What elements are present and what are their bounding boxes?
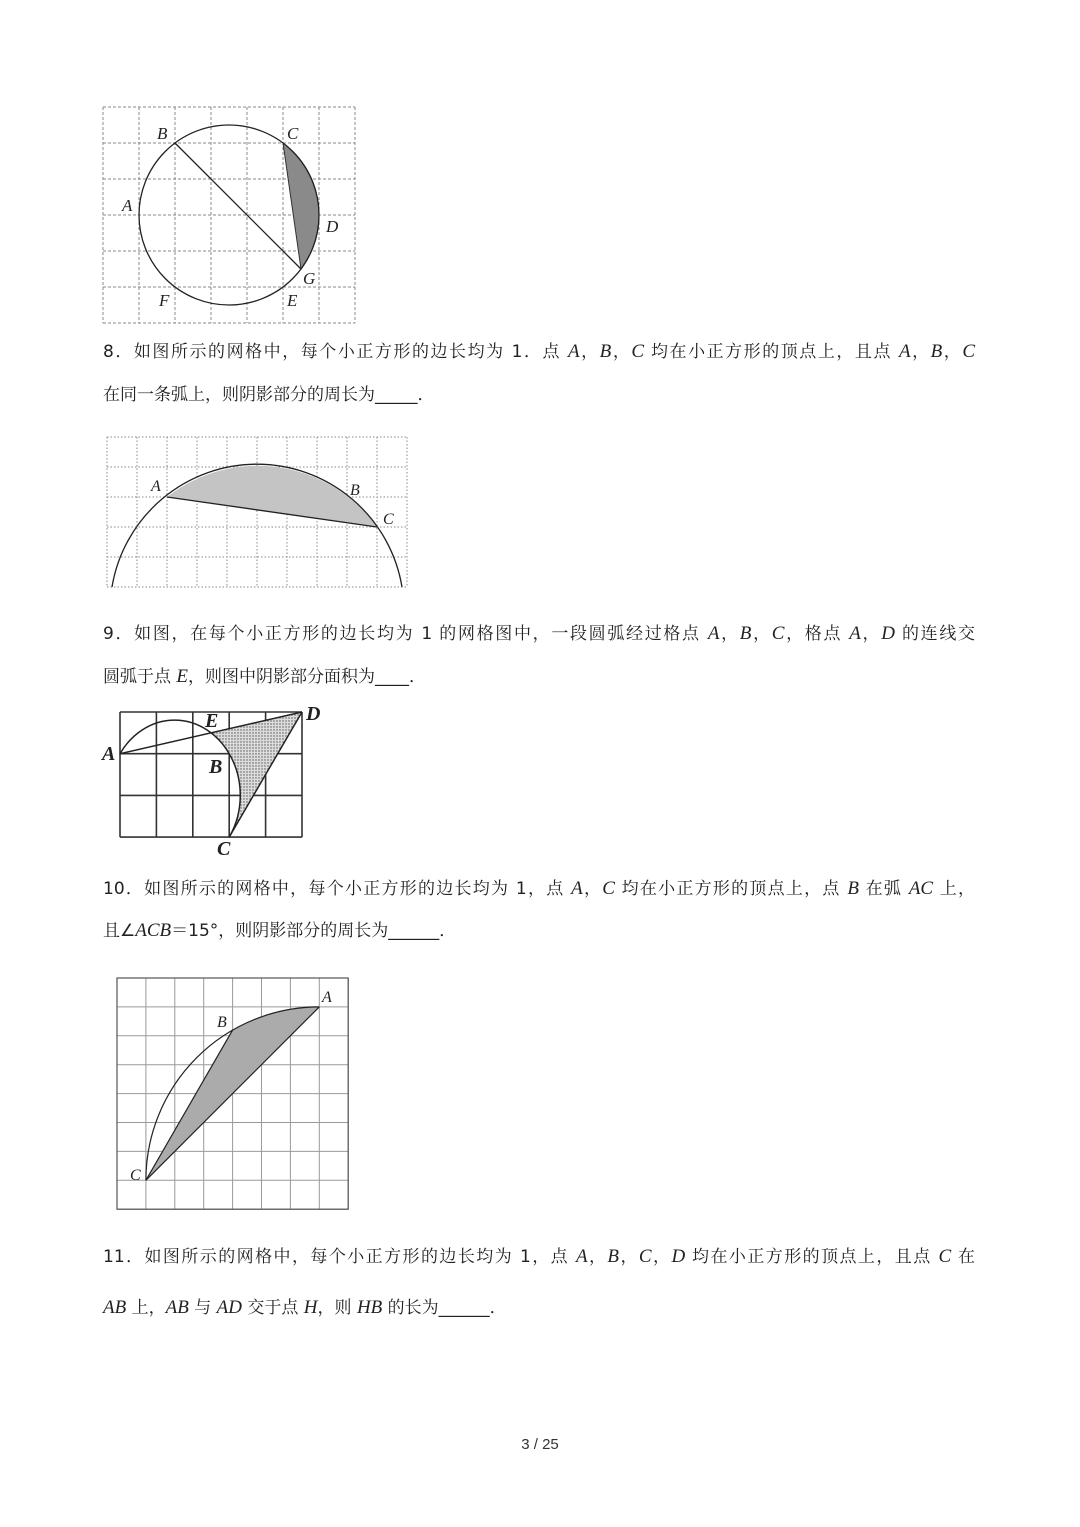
text-segment: ， xyxy=(579,342,600,362)
math-variable: B xyxy=(930,341,943,362)
text-segment: 均在小正方形的顶点上，点 xyxy=(614,879,848,899)
point-label-d: D xyxy=(306,703,321,725)
math-variable: E xyxy=(176,666,189,687)
math-variable: A xyxy=(707,623,720,644)
point-label-f: F xyxy=(159,291,170,310)
question-11-line-2 xyxy=(103,1295,507,1321)
math-variable: D xyxy=(671,1246,686,1267)
text-segment: ， xyxy=(719,624,740,644)
math-variable: AB xyxy=(165,1297,189,1318)
math-variable: C xyxy=(938,1246,952,1267)
text-segment: ，格点 xyxy=(784,624,850,644)
point-label-a: A xyxy=(151,478,161,495)
question-8-line-2 xyxy=(103,382,435,408)
text-segment: ， xyxy=(611,342,632,362)
question-9-line-1 xyxy=(103,621,975,647)
text-segment: ， xyxy=(619,1247,639,1267)
math-variable: C xyxy=(638,1246,652,1267)
question-10-line-2 xyxy=(103,918,456,944)
question-8-line-1 xyxy=(103,339,975,365)
point-label-a: A xyxy=(122,196,133,215)
text-segment: 均在小正方形的顶点上，且点 xyxy=(644,342,899,362)
text-segment: 9．如图，在每个小正方形的边长均为 1 的网格图中，一段圆弧经过格点 xyxy=(103,624,708,644)
math-variable: C xyxy=(962,341,975,362)
text-segment: 11．如图所示的网格中，每个小正方形的边长均为 1，点 xyxy=(103,1247,576,1267)
math-variable: A xyxy=(567,341,580,362)
text-segment: 在 xyxy=(951,1247,976,1267)
text-segment: 的连线交 xyxy=(894,624,976,644)
chord-bg xyxy=(175,143,301,269)
text-segment: ， xyxy=(910,342,931,362)
math-variable: AD xyxy=(216,1297,242,1318)
shaded-segment xyxy=(167,466,377,527)
question-9-line-2 xyxy=(103,664,426,690)
text-segment: ， xyxy=(651,1247,672,1267)
text-segment: ， xyxy=(751,624,772,644)
point-label-c: C xyxy=(383,511,394,528)
figure-arc-grid xyxy=(104,434,412,590)
text-segment: 上， xyxy=(933,879,976,899)
text-segment: 在弧 xyxy=(858,879,909,899)
text-segment: ， xyxy=(587,1247,608,1267)
page-number: 3 / 25 xyxy=(521,1436,559,1453)
text-segment: 交于点 xyxy=(241,1298,304,1318)
math-variable: AC xyxy=(908,878,934,899)
math-variable: H xyxy=(303,1297,318,1318)
point-label-d: D xyxy=(326,217,339,236)
point-label-b: B xyxy=(157,124,168,143)
text-segment: 圆弧于点 xyxy=(103,667,177,687)
math-variable: B xyxy=(599,341,612,362)
text-segment: 与 xyxy=(188,1298,217,1318)
text-segment: 上， xyxy=(126,1298,166,1318)
math-variable: C xyxy=(631,341,645,362)
math-variable: A xyxy=(849,623,861,644)
text-segment: ， xyxy=(582,879,603,899)
math-variable: HB xyxy=(356,1297,383,1318)
point-label-a: A xyxy=(322,989,332,1006)
math-variable: B xyxy=(739,623,752,644)
math-variable: D xyxy=(881,623,895,644)
math-variable: AB xyxy=(103,1297,127,1318)
math-variable: B xyxy=(607,1246,620,1267)
question-10-line-1 xyxy=(103,876,975,902)
shaded-region xyxy=(211,712,302,837)
point-label-e: E xyxy=(205,710,219,732)
point-label-c: C xyxy=(287,124,299,143)
text-segment: 均在小正方形的顶点上，且点 xyxy=(685,1247,939,1267)
math-variable: C xyxy=(771,623,785,644)
text-segment: ， xyxy=(860,624,882,644)
text-segment: 的长为______． xyxy=(382,1298,507,1318)
point-label-b: B xyxy=(209,756,223,778)
figure-arc-triangle xyxy=(110,970,355,1215)
point-label-e: E xyxy=(287,291,298,310)
point-label-c: C xyxy=(130,1167,141,1184)
point-label-b: B xyxy=(217,1014,227,1031)
question-11-line-1 xyxy=(103,1244,975,1270)
text-segment: 且∠ xyxy=(103,921,136,941)
point-label-g: G xyxy=(303,269,316,288)
point-label-b: B xyxy=(350,482,360,499)
math-variable: A xyxy=(575,1246,588,1267)
point-label-a: A xyxy=(102,743,116,765)
text-segment: 8．如图所示的网格中，每个小正方形的边长均为 1．点 xyxy=(103,342,568,362)
figure-arc-hatched xyxy=(100,700,330,858)
math-variable: ACB xyxy=(135,920,172,941)
text-segment: ，则图中阴影部分面积为____． xyxy=(188,667,427,687)
text-segment: 在同一条弧上，则阴影部分的周长为_____． xyxy=(103,385,435,405)
figure-circle-grid xyxy=(100,104,362,326)
math-variable: A xyxy=(898,341,911,362)
math-variable: C xyxy=(602,878,615,899)
text-segment: ， xyxy=(942,342,963,362)
text-segment: ＝15°，则阴影部分的周长为______． xyxy=(171,921,457,941)
text-segment: ，则 xyxy=(317,1298,357,1318)
point-label-c: C xyxy=(217,838,231,860)
text-segment: 10．如图所示的网格中，每个小正方形的边长均为 1，点 xyxy=(103,879,572,899)
math-variable: A xyxy=(571,878,583,899)
math-variable: B xyxy=(847,878,859,899)
